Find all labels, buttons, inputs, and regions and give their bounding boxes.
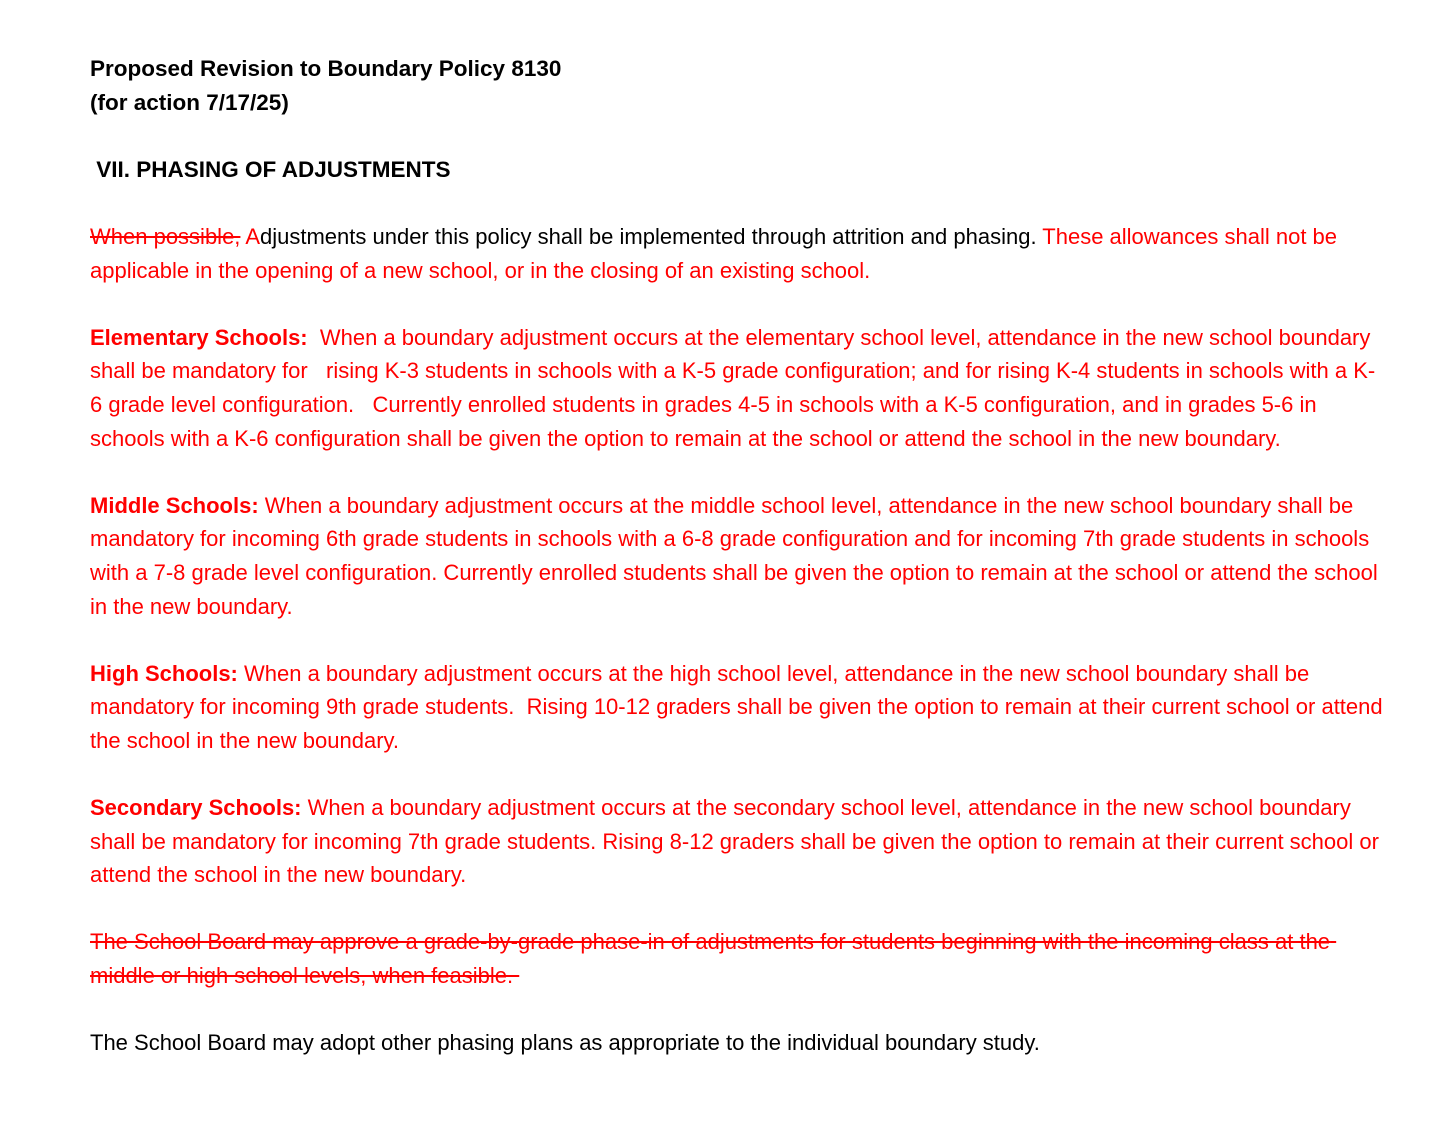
- paragraph-secondary-schools: [90, 791, 1386, 892]
- text-segment: djustments under this policy shall be implemented through attrition and phasing.: [260, 223, 1043, 249]
- text-segment-deleted: When possible,: [90, 223, 241, 249]
- text-segment: When a boundary adjustment occurs at the elementary school level, attendance in the new school boundary shall be mandatory for rising K-3 students in schools with a K-5 grade configuration; and for rising K-4 students in schools with a K-6 grade level configuration. Currently enrolled students in grades 4-5 in schools with a K-5 configuration, and in grades 5-6 in schools with a K-6 configuration shall be given the option to remain at the school or attend the school in the new boundary.: [90, 324, 1377, 451]
- paragraph-other-phasing-plans: [90, 1026, 1383, 1060]
- paragraph-high-schools: [90, 657, 1389, 758]
- paragraph-middle-schools: [90, 489, 1383, 623]
- text-segment: A: [240, 223, 260, 249]
- text-segment: When a boundary adjustment occurs at the secondary school level, attendance in the new school boundary shall be mandatory for incoming 7th grade students. Rising 8-12 graders shall be given the option to remain at their current school or attend the school in the new boundary.: [90, 795, 1386, 888]
- text-segment-label: Middle Schools:: [90, 492, 259, 518]
- paragraph-phase-in-deleted: [90, 925, 1383, 992]
- paragraph-elementary-schools: [90, 321, 1383, 455]
- document-body: [90, 220, 1389, 1060]
- text-segment: These allowances shall not be applicable in the opening of a new school, or in the closing of an existing school.: [90, 223, 1344, 283]
- text-segment-label: Elementary Schools:: [90, 324, 308, 350]
- text-segment: When a boundary adjustment occurs at the middle school level, attendance in the new school boundary shall be mandatory for incoming 6th grade students in schools with a 6-8 grade configuration and for incoming 7th grade students in schools with a 7-8 grade level configuration. Currently enrolled students shall be given the option to remain at the school or attend the school in the new boundary.: [90, 492, 1384, 619]
- text-segment-deleted: The School Board may approve a grade-by-grade phase-in of adjustments for students beginning with the incoming class at the middle or high school levels, when feasible.: [90, 929, 1337, 989]
- text-segment-label: High Schools:: [90, 660, 238, 686]
- text-segment: When a boundary adjustment occurs at the high school level, attendance in the new school boundary shall be mandatory for incoming 9th grade students. Rising 10-12 graders shall be given the option to remain at their current school or attend the school in the new boundary.: [90, 660, 1389, 753]
- document-subtitle: (for action 7/17/25): [90, 89, 289, 115]
- document-title: Proposed Revision to Boundary Policy 8130: [90, 56, 562, 81]
- text-segment: The School Board may adopt other phasing plans as appropriate to the individual boundary study.: [90, 1030, 1040, 1056]
- document-title-block: [90, 52, 1383, 119]
- text-segment-label: Secondary Schools:: [90, 795, 302, 821]
- paragraph-implementation-intro: [90, 220, 1383, 287]
- section-heading: VII. PHASING OF ADJUSTMENTS: [90, 156, 451, 182]
